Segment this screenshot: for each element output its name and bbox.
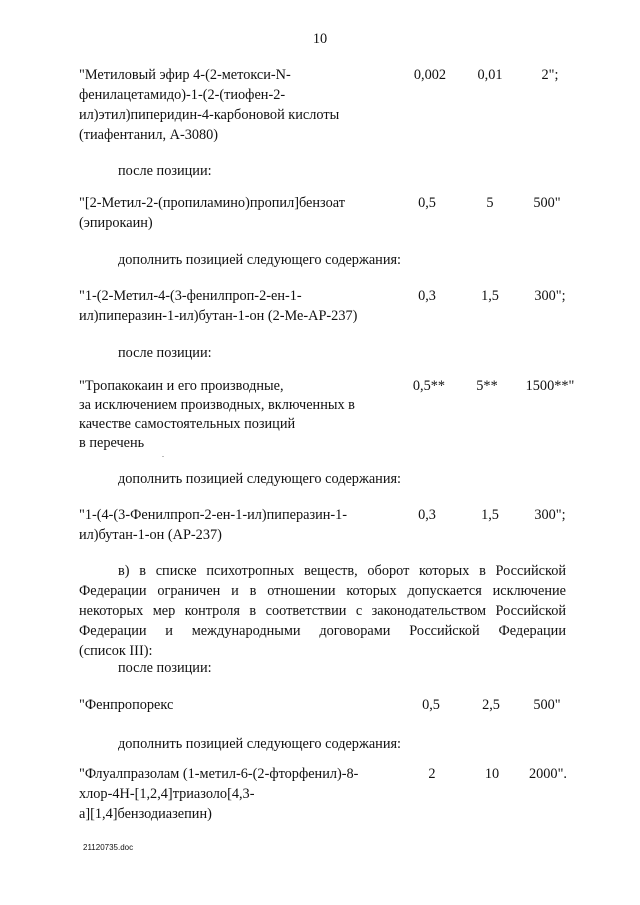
- caption-after-position: после позиции:: [118, 345, 212, 361]
- entry-value-2: 1,5: [481, 507, 499, 523]
- caption-add-position: дополнить позицией следующего содержания:: [118, 252, 402, 268]
- entry-name-line: "1-(4-(3-Фенилпроп-2-ен-1-ил)пиперазин-1-: [79, 507, 348, 523]
- paragraph-line: некоторых мер контроля в соответствии с законодательством Российской: [79, 603, 566, 619]
- paragraph-line: Федерации и международными договорами Российской Федерации: [79, 623, 566, 639]
- entry-name-line: "Метиловый эфир 4-(2-метокси-N-: [79, 67, 291, 83]
- entry-value-2: 5**: [476, 378, 498, 394]
- entry-value-2: 5: [486, 195, 494, 211]
- footer-filename: 21120735.doc: [83, 843, 134, 852]
- paragraph-line: в) в списке психотропных веществ, оборот которых в Российской: [118, 563, 566, 579]
- entry-name-line: качестве самостоятельных позиций: [79, 416, 296, 432]
- entry-name-line: фенилацетамидо)-1-(2-(тиофен-2-: [79, 87, 286, 103]
- entry-value-1: 0,3: [418, 507, 436, 523]
- entry-name-line: (тиафентанил, А-3080): [79, 127, 219, 143]
- paragraph-line: Федерации ограничен и в отношении которых допускается исключение: [79, 583, 566, 599]
- entry-value-1: 0,3: [418, 288, 436, 304]
- entry-name-line: "1-(2-Метил-4-(3-фенилпроп-2-ен-1-: [79, 288, 302, 304]
- entry-value-2: 2,5: [482, 697, 500, 713]
- entry-value-3: 300";: [534, 507, 566, 523]
- entry-name-line: а][1,4]бензодиазепин): [79, 806, 212, 822]
- entry-name-line: ил)пиперазин-1-ил)бутан-1-он (2-Ме-АР-237): [79, 308, 358, 324]
- caption-after-position: после позиции:: [118, 163, 212, 179]
- entry-value-3: 2000".: [528, 766, 567, 782]
- entry-value-3: 500": [533, 697, 561, 713]
- entry-name-line: "[2-Метил-2-(пропиламино)пропил]бензоат: [79, 195, 345, 211]
- entry-name-line: хлор-4Н-[1,2,4]триазоло[4,3-: [79, 786, 255, 802]
- entry-name-line: ил)этил)пиперидин-4-карбоновой кислоты: [79, 107, 340, 123]
- entry-value-1: 0,5: [422, 697, 440, 713]
- entry-name-line: за исключением производных, включенных в: [79, 397, 355, 413]
- paragraph-line: (список III):: [79, 643, 153, 659]
- entry-value-3: 300";: [534, 288, 566, 304]
- entry-value-2: 0,01: [477, 67, 503, 83]
- caption-add-position: дополнить позицией следующего содержания:: [118, 471, 402, 487]
- entry-value-2: 10: [484, 766, 500, 782]
- caption-after-position: после позиции:: [118, 660, 212, 676]
- entry-value-1: 0,5: [418, 195, 436, 211]
- entry-value-3: 500": [533, 195, 561, 211]
- caption-add-position: дополнить позицией следующего содержания:: [118, 736, 402, 752]
- entry-name-line: ил)бутан-1-он (АР-237): [79, 527, 222, 543]
- stray-mark: [162, 456, 164, 457]
- entry-value-1: 0,5**: [412, 378, 446, 394]
- entry-value-1: 2: [428, 766, 436, 782]
- entry-value-3: 2";: [541, 67, 559, 83]
- entry-value-3: 1500**": [525, 378, 575, 394]
- entry-name-line: (эпирокаин): [79, 215, 153, 231]
- entry-value-1: 0,002: [413, 67, 447, 83]
- entry-name-line: в перечень: [79, 435, 145, 451]
- entry-name-line: "Фенпропорекс: [79, 697, 174, 713]
- page-number: 10: [312, 31, 328, 47]
- entry-name-line: "Тропакокаин и его производные,: [79, 378, 284, 394]
- entry-name-line: "Флуалпразолам (1-метил-6-(2-фторфенил)-8-: [79, 766, 359, 782]
- entry-value-2: 1,5: [481, 288, 499, 304]
